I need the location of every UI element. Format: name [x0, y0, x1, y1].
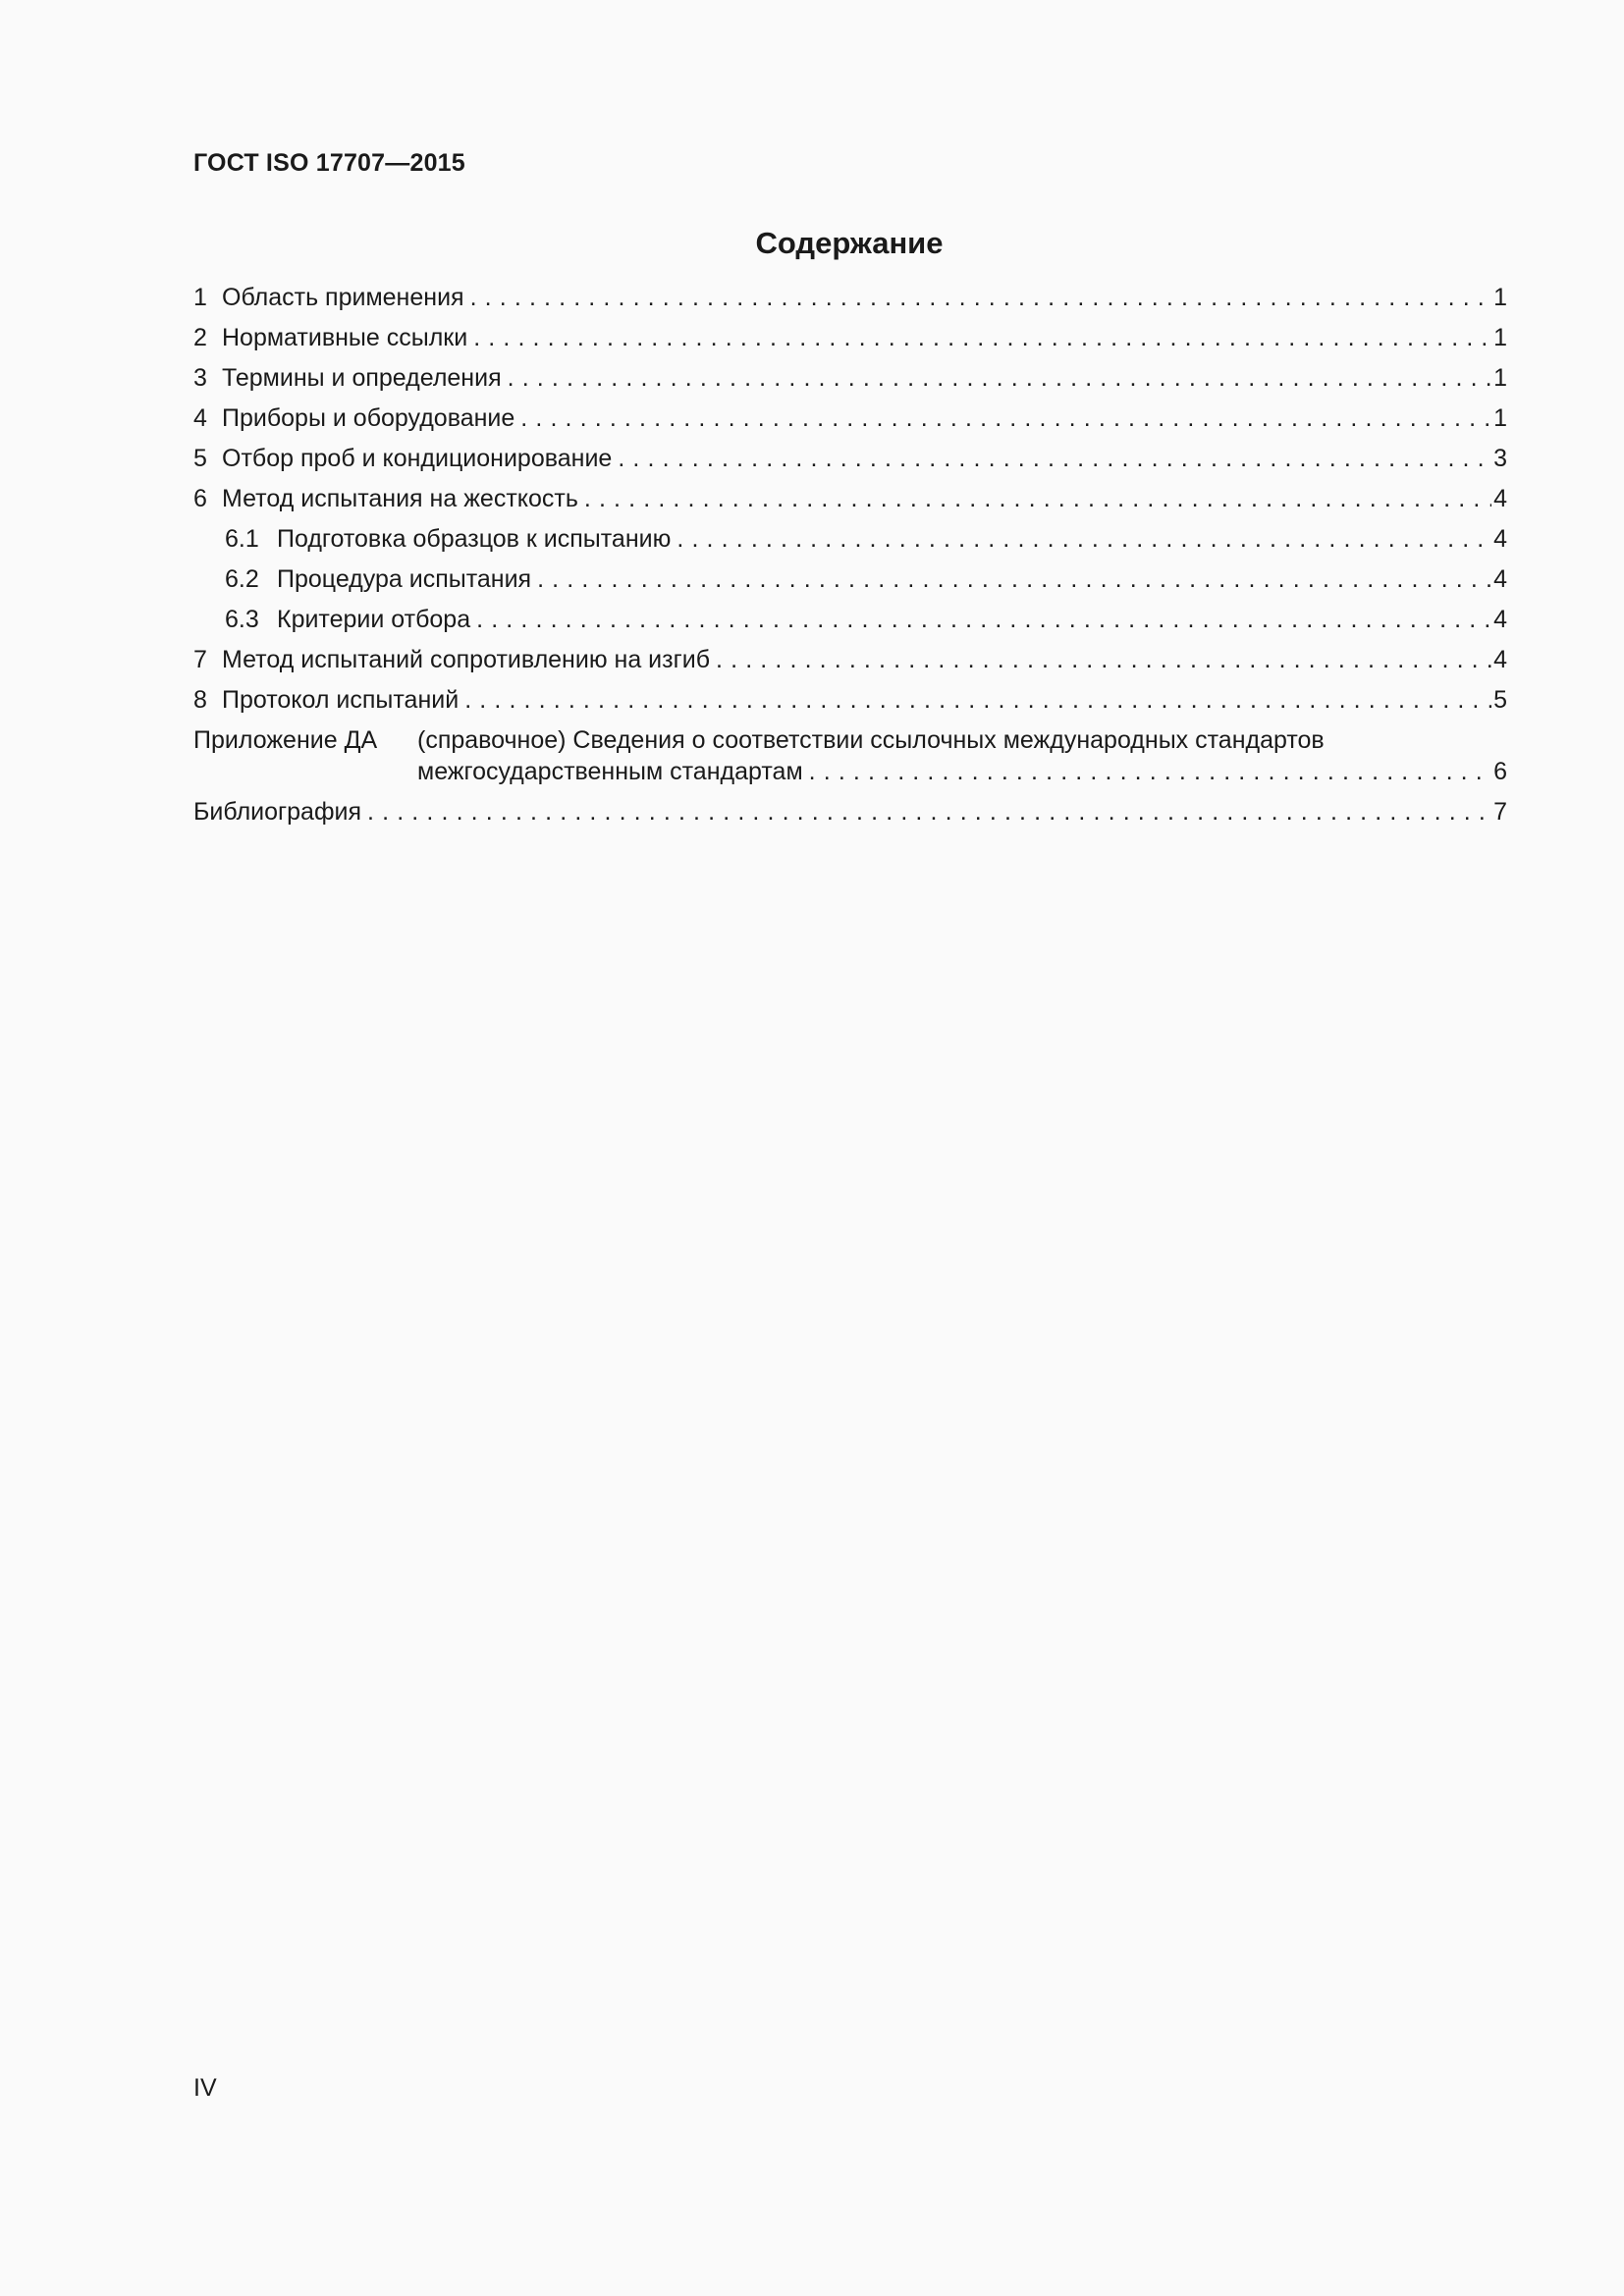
- appendix-title-line1: (справочное) Сведения о соответствии ссылочных международных стандартов: [417, 726, 1325, 754]
- toc-leader-dots: [716, 645, 1491, 675]
- toc-entry-2[interactable]: [193, 323, 1507, 363]
- toc-entry-page: 1: [1493, 404, 1507, 432]
- toc-entry-6-3[interactable]: [193, 605, 1507, 645]
- appendix-title-line2: межгосударственным стандартам: [417, 758, 803, 785]
- toc-entry-7[interactable]: [193, 645, 1507, 685]
- toc-entry-page: 4: [1493, 485, 1507, 512]
- toc-leader-dots: [476, 605, 1491, 635]
- toc-entry-label: Протокол испытаний: [222, 686, 460, 714]
- toc-leader-dots: [618, 444, 1491, 474]
- appendix-prefix: Приложение ДА: [193, 726, 378, 754]
- toc-entry-label: Термины и определения: [222, 364, 502, 392]
- toc-leader-dots: [809, 757, 1491, 787]
- toc-entry-label: Метод испытаний сопротивлению на изгиб: [222, 646, 711, 673]
- toc-entry-page: 3: [1493, 445, 1507, 472]
- toc-entry-page: 1: [1493, 364, 1507, 392]
- toc-leader-dots: [473, 323, 1491, 353]
- toc-title: Содержание: [755, 226, 944, 260]
- toc-entry-number: 3: [193, 364, 207, 392]
- toc-entry-page: 5: [1493, 686, 1507, 714]
- toc-entry-label: Метод испытания на жесткость: [222, 485, 578, 512]
- toc-entry-label: Процедура испытания: [277, 565, 532, 593]
- toc-entry-number: 6.1: [225, 525, 259, 553]
- toc-entry-number: 6.2: [225, 565, 259, 593]
- toc-entry-page: 4: [1493, 606, 1507, 633]
- toc-entry-number: 4: [193, 404, 207, 432]
- toc-entry-page: 6: [1493, 758, 1507, 785]
- toc-entry-8[interactable]: [193, 685, 1507, 725]
- toc-entry-label: Приборы и оборудование: [222, 404, 515, 432]
- toc-leader-dots: [464, 685, 1491, 716]
- toc-entry-appendix[interactable]: [193, 725, 1507, 797]
- toc-entry-page: 1: [1493, 324, 1507, 351]
- document-code: ГОСТ ISO 17707—2015: [193, 149, 465, 177]
- toc-entry-5[interactable]: [193, 444, 1507, 484]
- toc-entry-number: 6: [193, 485, 207, 512]
- toc-entry-3[interactable]: [193, 363, 1507, 403]
- toc-entry-page: 4: [1493, 565, 1507, 593]
- toc-entry-number: 1: [193, 284, 207, 311]
- toc-entry-number: 7: [193, 646, 207, 673]
- toc-entry-label: Библиография: [193, 798, 362, 826]
- toc-entry-4[interactable]: [193, 403, 1507, 444]
- toc-leader-dots: [584, 484, 1491, 514]
- toc-entry-label: Подготовка образцов к испытанию: [277, 525, 672, 553]
- toc-entry-page: 4: [1493, 646, 1507, 673]
- toc-leader-dots: [367, 797, 1491, 828]
- toc-leader-dots: [537, 564, 1491, 595]
- toc-entry-1[interactable]: [193, 283, 1507, 323]
- toc-leader-dots: [508, 363, 1491, 394]
- toc-entry-6-2[interactable]: [193, 564, 1507, 605]
- toc-entry-page: 1: [1493, 284, 1507, 311]
- toc-entry-label: Критерии отбора: [277, 606, 471, 633]
- toc-entry-label: Нормативные ссылки: [222, 324, 468, 351]
- toc-entry-label: Отбор проб и кондиционирование: [222, 445, 613, 472]
- toc-entry-number: 8: [193, 686, 207, 714]
- toc-entry-label: Область применения: [222, 284, 464, 311]
- toc-leader-dots: [470, 283, 1492, 313]
- toc-leader-dots: [520, 403, 1491, 434]
- toc-entry-number: 5: [193, 445, 207, 472]
- toc-entry-bibliography[interactable]: [193, 797, 1507, 837]
- page-number: IV: [193, 2074, 217, 2102]
- toc-entry-page: 4: [1493, 525, 1507, 553]
- toc-leader-dots: [677, 524, 1491, 555]
- toc-entry-number: 2: [193, 324, 207, 351]
- toc-entry-6-1[interactable]: [193, 524, 1507, 564]
- toc-entry-6[interactable]: [193, 484, 1507, 524]
- toc-entry-page: 7: [1493, 798, 1507, 826]
- toc-entry-number: 6.3: [225, 606, 259, 633]
- table-of-contents: [193, 283, 1507, 837]
